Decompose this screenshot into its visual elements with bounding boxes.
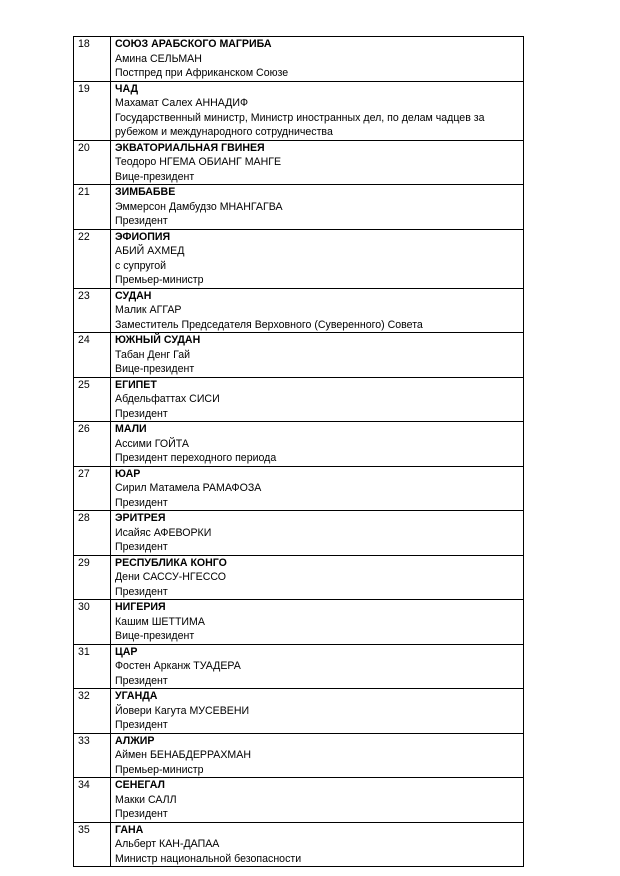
delegate-name: Макки САЛЛ bbox=[115, 793, 177, 806]
delegate-detail: Премьер-министр bbox=[115, 274, 204, 286]
country-name: МАЛИ bbox=[115, 423, 147, 435]
delegation-info bbox=[111, 377, 524, 422]
delegation-info bbox=[111, 37, 524, 82]
country-name: ЧАД bbox=[115, 82, 139, 95]
delegation-info bbox=[111, 185, 524, 230]
row-number: 23 bbox=[74, 288, 111, 333]
country-name: ЗИМБАБВЕ bbox=[115, 186, 176, 198]
row-number: 28 bbox=[74, 511, 111, 556]
country-name: ЦАР bbox=[115, 645, 138, 658]
delegate-name: Теодоро НГЕМА ОБИАНГ МАНГЕ bbox=[115, 156, 282, 168]
delegation-info bbox=[111, 600, 524, 645]
table-row bbox=[74, 511, 524, 556]
table-row bbox=[74, 778, 524, 823]
table-row bbox=[74, 600, 524, 645]
delegation-info bbox=[111, 822, 524, 867]
delegate-name: Кашим ШЕТТИМА bbox=[115, 615, 205, 628]
row-number: 22 bbox=[74, 229, 111, 288]
delegate-name: Альберт КАН-ДАПАА bbox=[115, 838, 220, 850]
country-name: ЕГИПЕТ bbox=[115, 378, 157, 391]
delegate-detail: Президент bbox=[115, 496, 168, 509]
row-number: 20 bbox=[74, 140, 111, 185]
delegate-detail: Президент bbox=[115, 674, 168, 687]
row-number: 30 bbox=[74, 600, 111, 645]
table-row bbox=[74, 822, 524, 867]
delegate-detail: Постпред при Африканском Союзе bbox=[115, 67, 289, 79]
delegate-name: Сирил Матамела РАМАФОЗА bbox=[115, 482, 262, 494]
delegate-detail: Министр национальной безопасности bbox=[115, 852, 302, 865]
delegate-name: Йовери Кагута МУСЕВЕНИ bbox=[115, 704, 250, 717]
country-name: СУДАН bbox=[115, 289, 152, 302]
delegate-detail: Президент bbox=[115, 407, 168, 420]
delegation-info bbox=[111, 689, 524, 734]
country-name: ЭРИТРЕЯ bbox=[115, 512, 166, 524]
row-number: 24 bbox=[74, 333, 111, 378]
delegations-table-body bbox=[74, 37, 524, 867]
country-name: ГАНА bbox=[115, 823, 144, 836]
table-row bbox=[74, 377, 524, 422]
table-row bbox=[74, 466, 524, 511]
delegate-detail: Президент переходного периода bbox=[115, 452, 277, 464]
row-number: 21 bbox=[74, 185, 111, 230]
delegate-name: Эммерсон Дамбудзо МНАНГАГВА bbox=[115, 200, 283, 213]
table-row bbox=[74, 733, 524, 778]
delegate-detail: Президент bbox=[115, 215, 168, 227]
delegate-detail: Государственный министр, Министр иностранных дел, по делам чадцев за рубежом и международного сотрудничества bbox=[115, 111, 485, 138]
delegation-info bbox=[111, 333, 524, 378]
delegate-name: Амина СЕЛЬМАН bbox=[115, 52, 202, 65]
table-row bbox=[74, 185, 524, 230]
delegate-detail: Президент bbox=[115, 585, 168, 598]
country-name: ЮЖНЫЙ СУДАН bbox=[115, 334, 201, 346]
delegate-name: Махамат Салех АННАДИФ bbox=[115, 97, 249, 109]
delegate-name: Ассими ГОЙТА bbox=[115, 437, 189, 450]
country-name: АЛЖИР bbox=[115, 734, 155, 747]
delegations-table bbox=[73, 36, 524, 867]
delegation-info bbox=[111, 511, 524, 556]
row-number: 32 bbox=[74, 689, 111, 734]
delegation-info bbox=[111, 555, 524, 600]
row-number: 26 bbox=[74, 422, 111, 467]
row-number: 29 bbox=[74, 555, 111, 600]
row-number: 31 bbox=[74, 644, 111, 689]
delegate-name: Исайяс АФЕВОРКИ bbox=[115, 526, 212, 539]
delegate-detail: Заместитель Председателя Верховного (Суверенного) Совета bbox=[115, 318, 423, 331]
delegate-detail: Президент bbox=[115, 808, 168, 820]
delegation-info bbox=[111, 466, 524, 511]
delegate-name: Табан Денг Гай bbox=[115, 348, 191, 361]
delegate-detail: с супругой bbox=[115, 259, 167, 272]
delegate-detail: Президент bbox=[115, 541, 168, 553]
delegate-detail: Вице-президент bbox=[115, 363, 195, 375]
row-number: 34 bbox=[74, 778, 111, 823]
delegate-name: Аймен БЕНАБДЕРРАХМАН bbox=[115, 749, 251, 761]
delegation-info bbox=[111, 644, 524, 689]
delegate-detail: Президент bbox=[115, 719, 168, 731]
row-number: 35 bbox=[74, 822, 111, 867]
delegation-info bbox=[111, 140, 524, 185]
delegate-detail: Вице-президент bbox=[115, 170, 195, 183]
row-number: 18 bbox=[74, 37, 111, 82]
country-name: ЭКВАТОРИАЛЬНАЯ ГВИНЕЯ bbox=[115, 141, 265, 154]
table-row bbox=[74, 140, 524, 185]
row-number: 25 bbox=[74, 377, 111, 422]
delegate-name: Фостен Арканж ТУАДЕРА bbox=[115, 660, 241, 672]
delegate-detail: Вице-президент bbox=[115, 630, 195, 642]
country-name: СЕНЕГАЛ bbox=[115, 779, 165, 791]
row-number: 33 bbox=[74, 733, 111, 778]
country-name: РЕСПУБЛИКА КОНГО bbox=[115, 556, 227, 569]
delegate-name: Абдельфаттах СИСИ bbox=[115, 393, 220, 405]
table-row bbox=[74, 644, 524, 689]
table-row bbox=[74, 422, 524, 467]
table-row bbox=[74, 333, 524, 378]
country-name: НИГЕРИЯ bbox=[115, 601, 166, 613]
country-name: СОЮЗ АРАБСКОГО МАГРИБА bbox=[115, 38, 272, 50]
table-row bbox=[74, 288, 524, 333]
delegate-name: Дени САССУ-НГЕССО bbox=[115, 571, 226, 583]
table-row bbox=[74, 555, 524, 600]
country-name: ЭФИОПИЯ bbox=[115, 230, 171, 243]
delegate-name: Малик АГГАР bbox=[115, 304, 182, 316]
delegate-name: АБИЙ АХМЕД bbox=[115, 245, 185, 257]
delegation-info bbox=[111, 733, 524, 778]
table-row bbox=[74, 229, 524, 288]
delegation-info bbox=[111, 81, 524, 140]
delegation-info bbox=[111, 778, 524, 823]
delegation-info bbox=[111, 288, 524, 333]
row-number: 19 bbox=[74, 81, 111, 140]
table-row bbox=[74, 81, 524, 140]
delegate-detail: Премьер-министр bbox=[115, 763, 204, 776]
row-number: 27 bbox=[74, 466, 111, 511]
country-name: УГАНДА bbox=[115, 690, 158, 702]
delegation-info bbox=[111, 229, 524, 288]
table-row bbox=[74, 689, 524, 734]
country-name: ЮАР bbox=[115, 467, 141, 480]
table-row bbox=[74, 37, 524, 82]
delegation-info bbox=[111, 422, 524, 467]
